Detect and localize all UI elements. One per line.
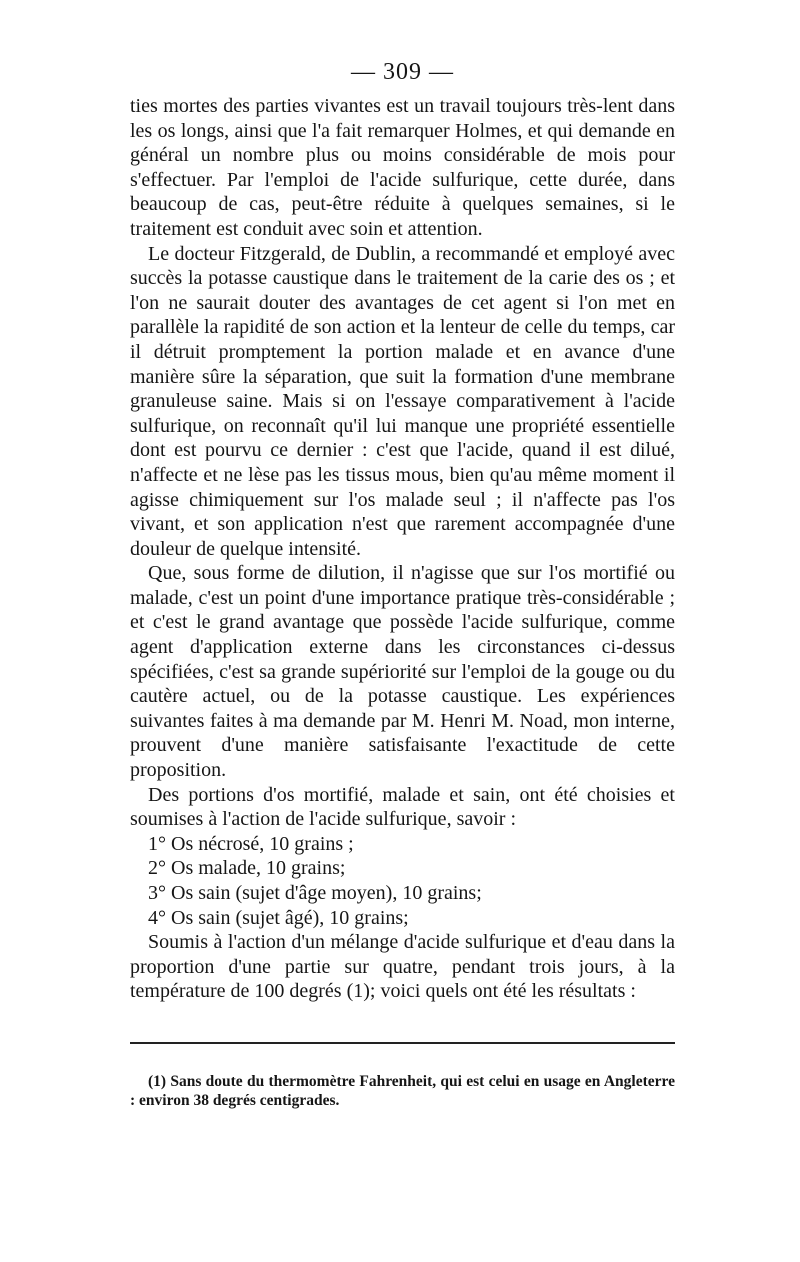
paragraph-3: Que, sous forme de dilution, il n'agisse que sur l'os mortifié ou malade, c'est un point d'une importance pratique très-considérable ; et c'est le grand avantage que possède l'acide sulfurique, comme agent d'application externe dans les circonstances ci-dessus spécifiées, c'est sa grande supériorité sur l'emploi de la gouge ou du cautère actuel, ou de la potasse caustique. Les expériences suivantes faites à ma demande par M. Henri M. Noad, mon interne, prouvent d'une manière satisfaisante l'exactitude de cette proposition.: [130, 562, 675, 782]
closing-paragraph: Soumis à l'action d'un mélange d'acide sulfurique et d'eau dans la proportion d'une partie sur quatre, pendant trois jours, à la température de 100 degrés (1); voici quels ont été les résultats :: [130, 931, 675, 1003]
list-item: 1° Os nécrosé, 10 grains ;: [148, 832, 354, 855]
book-page: [130, 58, 675, 1110]
paragraph-1: ties mortes des parties vivantes est un travail toujours très-lent dans les os longs, ainsi que l'a fait remarquer Holmes, et qui demande en général un nombre plus ou moins considérable de mois pour s'effectuer. Par l'emploi de l'acide sulfurique, cette durée, dans beaucoup de cas, peut-être réduite à quelques semaines, si le traitement est conduit avec soin et attention.: [130, 95, 675, 240]
footnote-divider: [130, 1042, 675, 1044]
footnote: (1) Sans doute du thermomètre Fahrenheit, qui est celui en usage en Angleterre : environ 38 degrés centigrades.: [130, 1072, 675, 1109]
paragraph-2: Le docteur Fitzgerald, de Dublin, a recommandé et employé avec succès la potasse caustique dans le traitement de la carie des os ; et l'on ne saurait douter des avantages de cet agent si l'on met en parallèle la rapidité de son action et la lenteur de celle du temps, car il détruit promptement la portion malade et en avance d'une manière sûre la séparation, que suit la formation d'une membrane granuleuse saine. Mais si on l'essaye comparativement à l'acide sulfurique, on reconnaît qu'il lui manque une propriété essentielle dont est pourvu ce dernier : c'est que l'acide, quand il est dilué, n'affecte et ne lèse pas les tissus mous, bien qu'au même moment il agisse chimiquement sur l'os malade seul ; il n'affecte pas l'os vivant, et son application n'est que rarement accompagnée d'une douleur de quelque intensité.: [130, 242, 675, 560]
paragraph-4: Des portions d'os mortifié, malade et sain, ont été choisies et soumises à l'action de l'acide sulfurique, savoir :: [130, 783, 675, 831]
body-text: [130, 94, 675, 1004]
list-item: 2° Os malade, 10 grains;: [148, 857, 346, 880]
page-number: — 309 —: [351, 59, 454, 85]
list-item: 3° Os sain (sujet d'âge moyen), 10 grains;: [148, 882, 482, 904]
list-item: 4° Os sain (sujet âgé), 10 grains;: [148, 906, 409, 929]
